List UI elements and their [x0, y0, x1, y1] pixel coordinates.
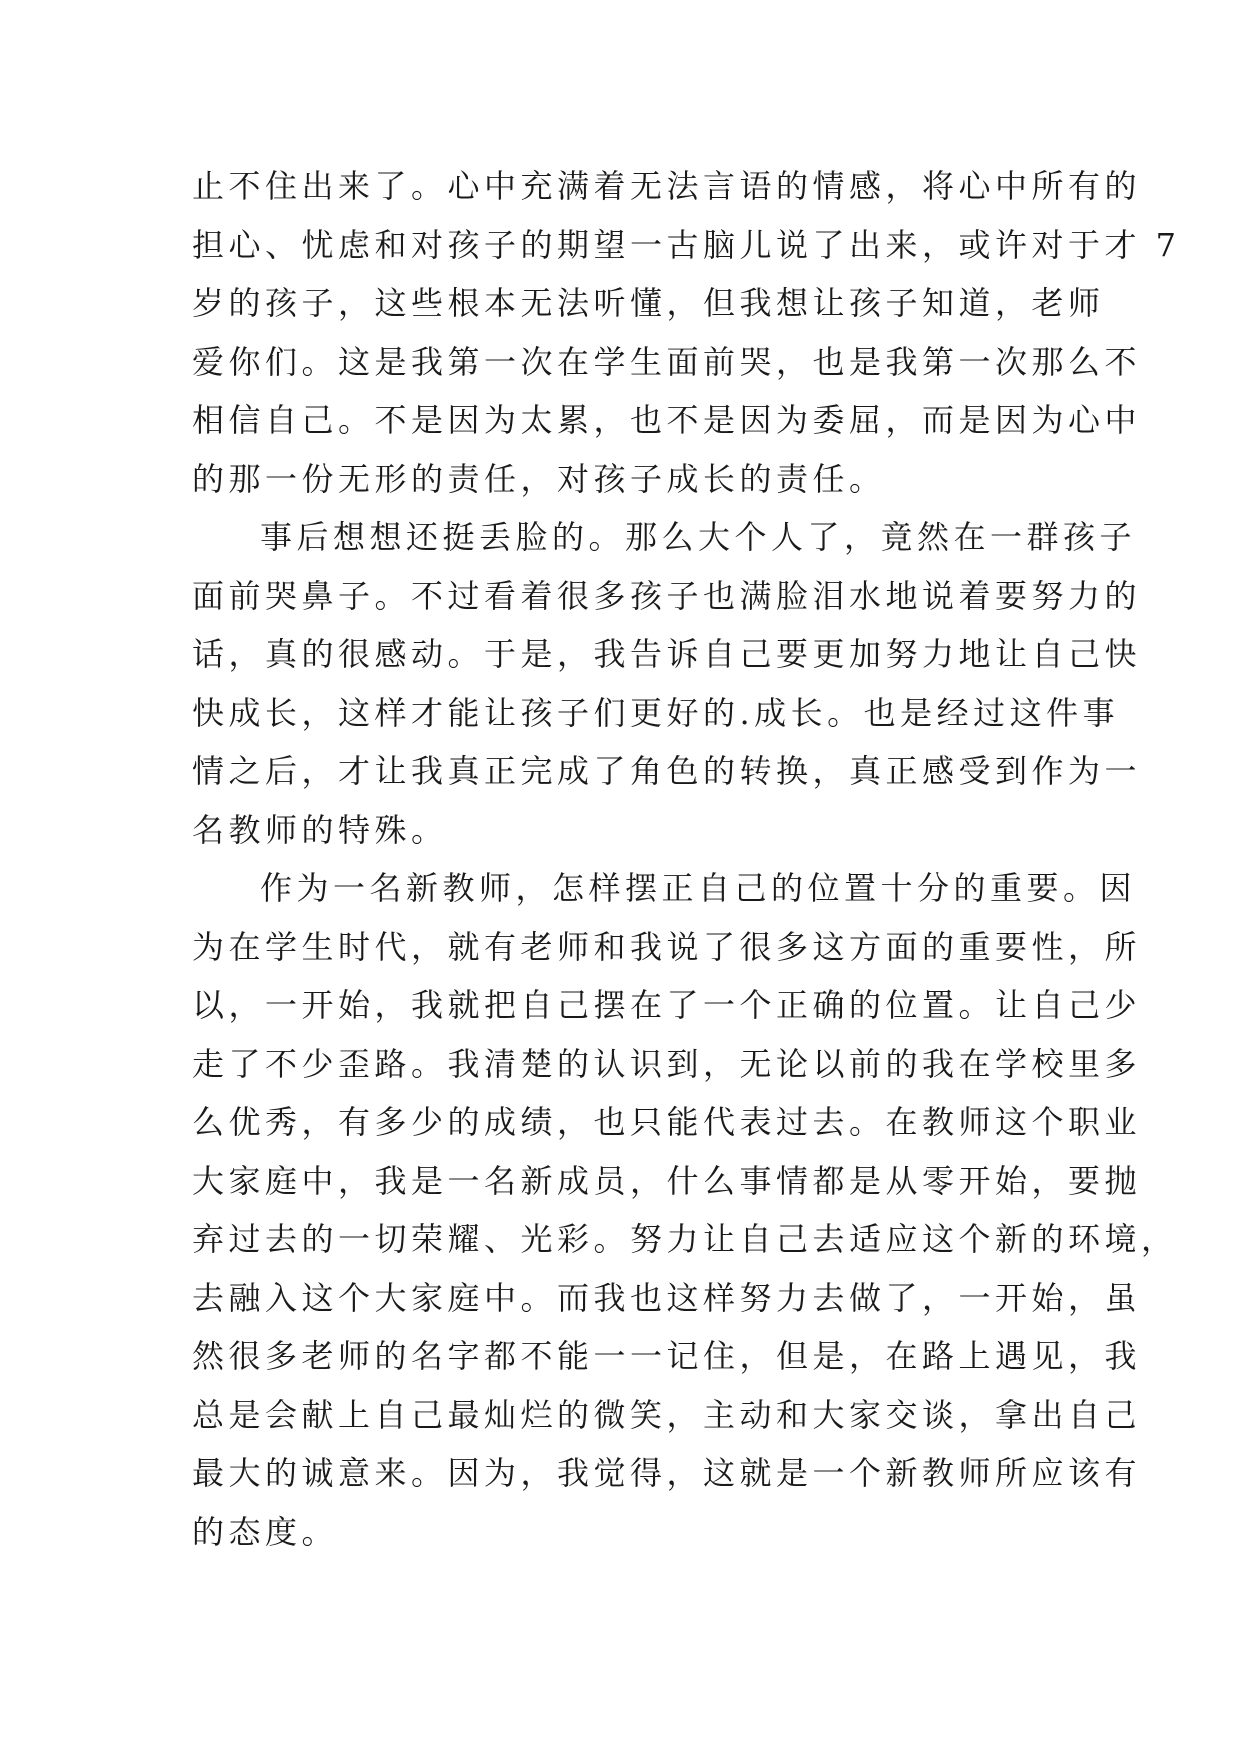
text-line: 的态度。: [192, 1512, 339, 1551]
text-line: 相信自己。不是因为太累，也不是因为委屈，而是因为心中: [192, 401, 1142, 439]
document-body: [192, 157, 1181, 1561]
text-line: 作为一名新教师，怎样摆正自己的位置十分的重要。因: [260, 869, 1137, 907]
paragraph-3: [192, 859, 1178, 1561]
text-line: 然很多老师的名字都不能一一记住，但是，在路上遇见，我: [192, 1337, 1142, 1375]
text-line: 名教师的特殊。: [192, 810, 448, 849]
paragraph-2: [192, 508, 1142, 859]
text-line: 去融入这个大家庭中。而我也这样努力去做了，一开始，虽: [192, 1278, 1142, 1317]
text-line: 爱你们。这是我第一次在学生面前哭，也是我第一次那么不: [192, 342, 1142, 381]
text-line: 话，真的很感动。于是，我告诉自己要更加努力地让自己快: [192, 635, 1142, 673]
text-line: 快成长，这样才能让孩子们更好的.成长。也是经过这件事: [192, 693, 1120, 732]
text-line: 以，一开始，我就把自己摆在了一个正确的位置。让自己少: [192, 986, 1142, 1024]
text-line: 走了不少歪路。我清楚的认识到，无论以前的我在学校里多: [192, 1044, 1142, 1083]
text-line: 面前哭鼻子。不过看着很多孩子也满脸泪水地说着要努力的: [192, 576, 1142, 615]
text-line: 止不住出来了。心中充满着无法言语的情感，将心中所有的: [192, 167, 1142, 205]
text-line: 的那一份无形的责任，对孩子成长的责任。: [192, 459, 886, 498]
text-line: 担心、忧虑和对孩子的期望一古脑儿说了出来，或许对于才 7: [192, 225, 1181, 264]
text-line: 么优秀，有多少的成绩，也只能代表过去。在教师这个职业: [192, 1103, 1142, 1141]
text-line: 为在学生时代，就有老师和我说了很多这方面的重要性，所: [192, 927, 1142, 966]
text-line: 大家庭中，我是一名新成员，什么事情都是从零开始，要抛: [192, 1161, 1142, 1200]
text-line: 弃过去的一切荣耀、光彩。努力让自己去适应这个新的环境，: [192, 1220, 1178, 1258]
text-line: 总是会献上自己最灿烂的微笑，主动和大家交谈，拿出自己: [192, 1395, 1142, 1434]
paragraph-1: [192, 157, 1181, 508]
text-line: 事后想想还挺丢脸的。那么大个人了，竟然在一群孩子: [260, 518, 1137, 556]
text-line: 岁的孩子，这些根本无法听懂，但我想让孩子知道，老师: [192, 284, 1105, 322]
text-line: 情之后，才让我真正完成了角色的转换，真正感受到作为一: [192, 752, 1142, 790]
text-line: 最大的诚意来。因为，我觉得，这就是一个新教师所应该有: [192, 1454, 1142, 1492]
